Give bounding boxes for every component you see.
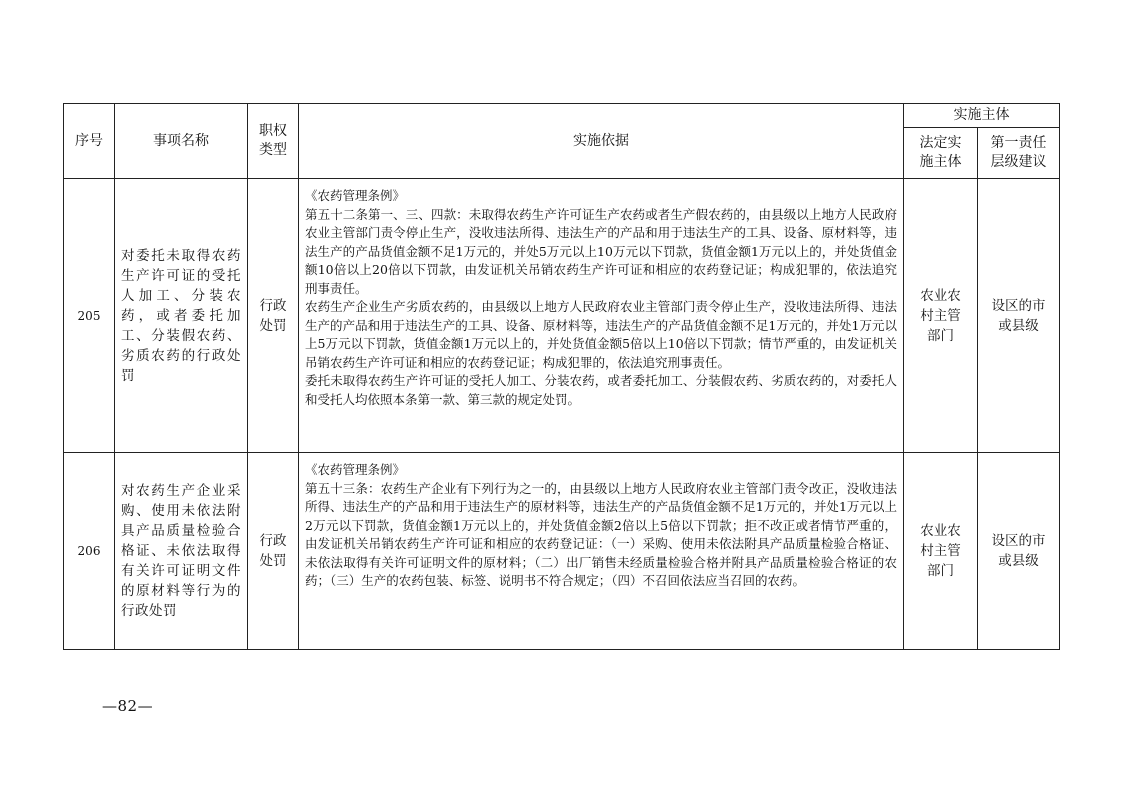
- header-basis: 实施依据: [299, 104, 904, 179]
- header-row-1: [64, 104, 1060, 128]
- authority-type: 行政 处罚: [248, 179, 299, 453]
- page-number: —82—: [102, 697, 154, 715]
- table-row: [64, 179, 1060, 453]
- authority-type: 行政 处罚: [248, 453, 299, 650]
- table-row: [64, 453, 1060, 650]
- basis-text: 《农药管理条例》 第五十三条：农药生产企业有下列行为之一的，由县级以上地方人民政府农业主管部门责令改正，没收违法所得、违法生产的产品和用于违法生产的原材料等，违法生产的产品货值金额不足1万元的，并处1万元以上2万元以下罚款，货值金额1万元以上的，并处货值金额2倍以上5倍以下罚款；拒不改正或者情节严重的，由发证机关吊销农药生产许可证和相应的农药登记证：（一）采购、使用未依法附具产品质量检验合格证、未依法取得有关许可证明文件的原材料；（二）出厂销售未经质量检验合格并附具产品质量检验合格证的农药；（三）生产的农药包装、标签、说明书不符合规定；（四）不召回依法应当召回的农药。: [299, 453, 904, 650]
- basis-text: 《农药管理条例》 第五十二条第一、三、四款：未取得农药生产许可证生产农药或者生产假农药的，由县级以上地方人民政府农业主管部门责令停止生产，没收违法所得、违法生产的产品和用于违法生产的工具、设备、原材料等，违法生产的产品货值金额不足1万元的，并处5万元以上10万元以下罚款，货值金额1万元以上的，并处货值金额10倍以上20倍以下罚款，由发证机关吊销农药生产许可证和相应的农药登记证；构成犯罪的，依法追究刑事责任。 农药生产企业生产劣质农药的，由县级以上地方人民政府农业主管部门责令停止生产，没收违法所得、违法生产的产品和用于违法生产的工具、设备、原材料等，违法生产的产品货值金额不足1万元的，并处1万元以上5万元以下罚款，货值金额1万元以上的，并处货值金额5倍以上10倍以下罚款；情节严重的，由发证机关吊销农药生产许可证和相应的农药登记证；构成犯罪的，依法追究刑事责任。 委托未取得农药生产许可证的受托人加工、分装农药，或者委托加工、分装假农药、劣质农药的，对委托人和受托人均依照本条第一款、第三款的规定处罚。: [299, 179, 904, 453]
- row-number: 205: [64, 179, 115, 453]
- legal-subject: 农业农 村主管 部门: [904, 453, 978, 650]
- header-authority-type: 职权 类型: [248, 104, 299, 179]
- legal-subject: 农业农 村主管 部门: [904, 179, 978, 453]
- header-legal-subject: 法定实 施主体: [904, 128, 978, 179]
- header-subject-group: 实施主体: [904, 104, 1060, 128]
- header-no: 序号: [64, 104, 115, 179]
- header-responsibility-level: 第一责任 层级建议: [978, 128, 1060, 179]
- row-number: 206: [64, 453, 115, 650]
- responsibility-level: 设区的市 或县级: [978, 453, 1060, 650]
- item-name: 对委托未取得农药生产许可证的受托人加工、分装农药，或者委托加工、分装假农药、劣质农药的行政处罚: [115, 179, 248, 453]
- header-item-name: 事项名称: [115, 104, 248, 179]
- responsibility-level: 设区的市 或县级: [978, 179, 1060, 453]
- item-name: 对农药生产企业采购、使用未依法附具产品质量检验合格证、未依法取得有关许可证明文件的原材料等行为的行政处罚: [115, 453, 248, 650]
- enforcement-table: [63, 103, 1060, 650]
